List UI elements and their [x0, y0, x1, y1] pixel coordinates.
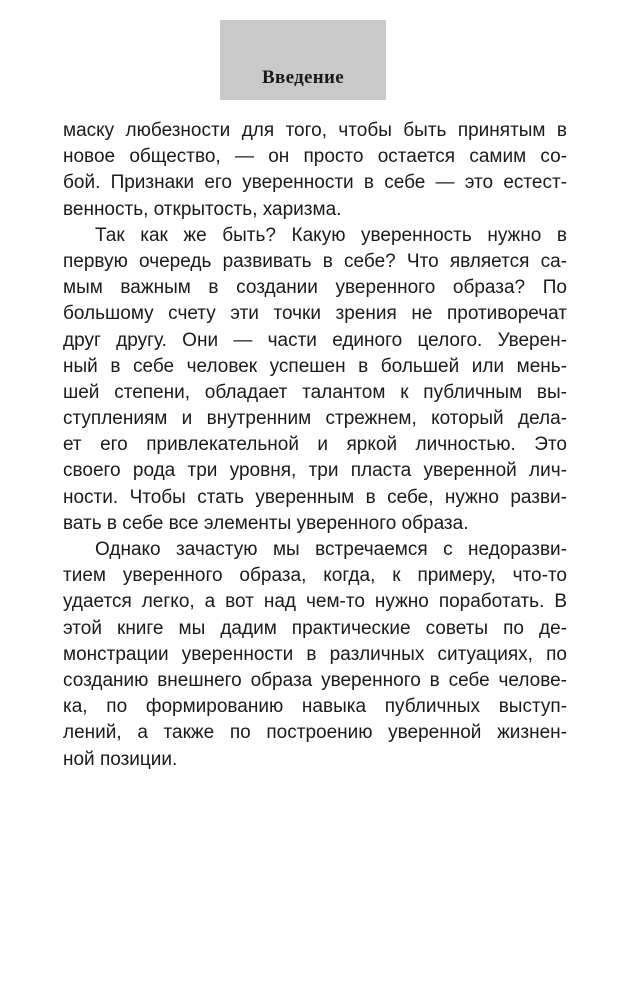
text-line: новое общество, — он просто остается самим со-: [63, 146, 567, 168]
paragraph-1: [63, 118, 567, 223]
text-line: Однако зачастую мы встречаемся с недоразви-: [95, 539, 567, 560]
text-line: большому счету эти точки зрения не противоречат: [63, 303, 567, 325]
chapter-header-box: [220, 20, 386, 100]
text-line: мым важным в создании уверенного образа? По: [63, 277, 567, 299]
text-line: созданию внешнего образа уверенного в себе челове-: [63, 669, 567, 691]
text-line: тием уверенного образа, когда, к примеру, что-то: [63, 565, 567, 587]
text-line: Так как же быть? Какую уверенность нужно в: [95, 224, 567, 246]
text-line: лений, а также по построению уверенной жизнен-: [63, 722, 567, 744]
text-line: этой книге мы дадим практические советы по де-: [63, 617, 567, 639]
text-line: ет его привлекательной и яркой личностью. Это: [63, 434, 567, 456]
text-line: ка, по формированию навыка публичных выступ-: [63, 696, 567, 718]
chapter-title: Введение: [262, 67, 344, 88]
text-line: своего рода три уровня, три пласта уверенной лич-: [63, 460, 567, 482]
text-line: друг другу. Они — части единого целого. Уверен-: [63, 329, 567, 351]
text-line: маску любезности для того, чтобы быть принятым в: [63, 120, 567, 141]
text-line: монстрации уверенности в различных ситуациях, по: [63, 643, 567, 665]
text-line: ности. Чтобы стать уверенным в себе, нужно разви-: [63, 486, 567, 508]
text-line: первую очередь развивать в себе? Что является са-: [63, 250, 567, 272]
paragraph-2: [63, 223, 567, 537]
text-line: ступлениям и внутренним стрежнем, который дела-: [63, 408, 567, 430]
text-line: ный в себе человек успешен в большей или мень-: [63, 355, 567, 377]
text-line: шей степени, обладает талантом к публичным вы-: [63, 381, 567, 403]
text-line: удается легко, а вот над чем-то нужно поработать. В: [63, 591, 567, 613]
paragraph-3: [63, 537, 567, 773]
text-line: ной позиции.: [63, 748, 178, 770]
text-line: бой. Признаки его уверенности в себе — это естест-: [63, 172, 567, 194]
body-text: [63, 118, 567, 773]
text-line: вать в себе все элементы уверенного образа.: [63, 512, 469, 534]
text-line: венность, открытость, харизма.: [63, 198, 342, 220]
